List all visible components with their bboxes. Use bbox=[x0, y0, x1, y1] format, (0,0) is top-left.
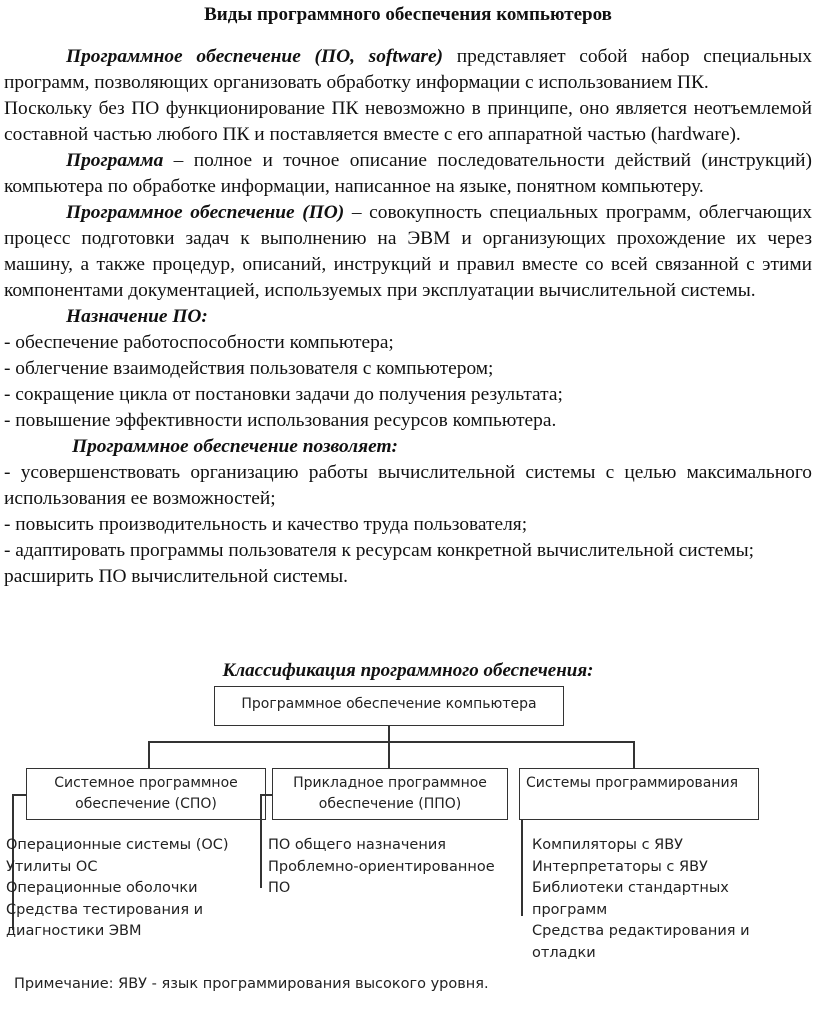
list-item: Компиляторы с ЯВУ bbox=[532, 837, 684, 853]
term-software: Программное обеспечение (ПО, software) bbox=[66, 46, 444, 67]
connector-line bbox=[388, 741, 390, 769]
term-program: Программа bbox=[66, 150, 164, 171]
allows-heading: Программное обеспечение позволяет: bbox=[72, 436, 398, 457]
root-box: Программное обеспечение компьютера bbox=[214, 686, 564, 726]
items-column-programming bbox=[532, 835, 750, 964]
list-item: Операционные системы (ОС) bbox=[6, 837, 229, 853]
term-po: Программное обеспечение (ПО) bbox=[66, 202, 345, 223]
allows-item: - усовершенствовать организацию работы вычислительной системы с целью максимального использования ее возможностей; bbox=[4, 462, 812, 509]
paragraph-program-text: – полное и точное описание последовательности действий (инструкций) компьютера по обработке информации, написанное на языке, понятном компьютеру. bbox=[4, 150, 812, 197]
list-item: Утилиты ОС bbox=[6, 858, 98, 875]
branch-box-programming bbox=[519, 768, 759, 820]
paragraph-po-text: – совокупность специальных программ, облегчающих процесс подготовки задач к выполнению на ЭВМ и организующих прохождение их через машину, а также процедур, описаний, инструкций и правил вместе со всей связанной с этими компонентами документацией, используемых при эксплуатации вычислительной системы. bbox=[4, 202, 812, 301]
bracket-line bbox=[260, 794, 272, 796]
bracket-line bbox=[521, 820, 523, 916]
branch-label-line: обеспечение (ППО) bbox=[318, 796, 462, 812]
allows-item: - адаптировать программы пользователя к ресурсам конкретной вычислительной системы; bbox=[4, 540, 755, 561]
page-title: Виды программного обеспечения компьютеров bbox=[204, 4, 612, 25]
connector-line bbox=[388, 726, 390, 742]
list-item: ПО общего назначения bbox=[268, 837, 446, 853]
items-column-application bbox=[268, 835, 495, 900]
list-item: Интерпретаторы с ЯВУ bbox=[532, 858, 708, 875]
paragraph-program-definition bbox=[4, 148, 812, 200]
branch-box-system bbox=[26, 768, 266, 820]
classification-heading: Классификация программного обеспечения: bbox=[222, 660, 594, 681]
diagram-note: Примечание: ЯВУ - язык программирования высокого уровня. bbox=[14, 976, 489, 992]
list-item: Операционные оболочки bbox=[6, 880, 198, 896]
bracket-line bbox=[12, 794, 26, 796]
paragraph-software-definition bbox=[4, 44, 812, 96]
purpose-item: - сокращение цикла от постановки задачи до получения результата; bbox=[4, 384, 563, 405]
list-item: Проблемно-ориентированное bbox=[268, 858, 495, 875]
list-item: Средства тестирования и bbox=[6, 901, 204, 918]
paragraph-software-text: представляет собой набор специальных программ, позволяющих организовать обработку информации с использованием ПК. bbox=[4, 46, 812, 93]
list-item: ПО bbox=[268, 880, 291, 896]
branch-label-line: Прикладное программное bbox=[293, 775, 487, 791]
list-item: диагностики ЭВМ bbox=[6, 923, 142, 939]
branch-box-application bbox=[272, 768, 508, 820]
purpose-item: - повышение эффективности использования ресурсов компьютера. bbox=[4, 410, 557, 431]
purpose-heading: Назначение ПО: bbox=[66, 306, 208, 327]
branch-label-line: обеспечение (СПО) bbox=[75, 796, 217, 812]
connector-line bbox=[633, 741, 635, 769]
list-item: Библиотеки стандартных bbox=[532, 880, 729, 896]
list-item: Средства редактирования и bbox=[532, 923, 750, 939]
connector-line bbox=[148, 741, 634, 743]
paragraph-po-definition bbox=[4, 200, 812, 304]
purpose-item: - обеспечение работоспособности компьютера; bbox=[4, 332, 394, 353]
connector-line bbox=[148, 741, 150, 769]
branch-label-line: Системы программирования bbox=[526, 775, 739, 791]
paragraph-software-hardware: Поскольку без ПО функционирование ПК невозможно в принципе, оно является неотъемлемой составной частью любого ПК и поставляется вместе с его аппаратной частью (hardware). bbox=[4, 98, 812, 145]
bracket-line bbox=[260, 794, 262, 888]
branch-label-line: Системное программное bbox=[54, 775, 238, 791]
classification-diagram bbox=[0, 684, 816, 1029]
allows-item: - повысить производительность и качество труда пользователя; bbox=[4, 514, 528, 535]
allows-item: расширить ПО вычислительной системы. bbox=[4, 566, 348, 587]
list-item: программ bbox=[532, 901, 608, 918]
items-column-system bbox=[6, 835, 229, 943]
list-item: отладки bbox=[532, 944, 596, 961]
body-text bbox=[4, 44, 812, 590]
purpose-item: - облегчение взаимодействия пользователя с компьютером; bbox=[4, 358, 494, 379]
